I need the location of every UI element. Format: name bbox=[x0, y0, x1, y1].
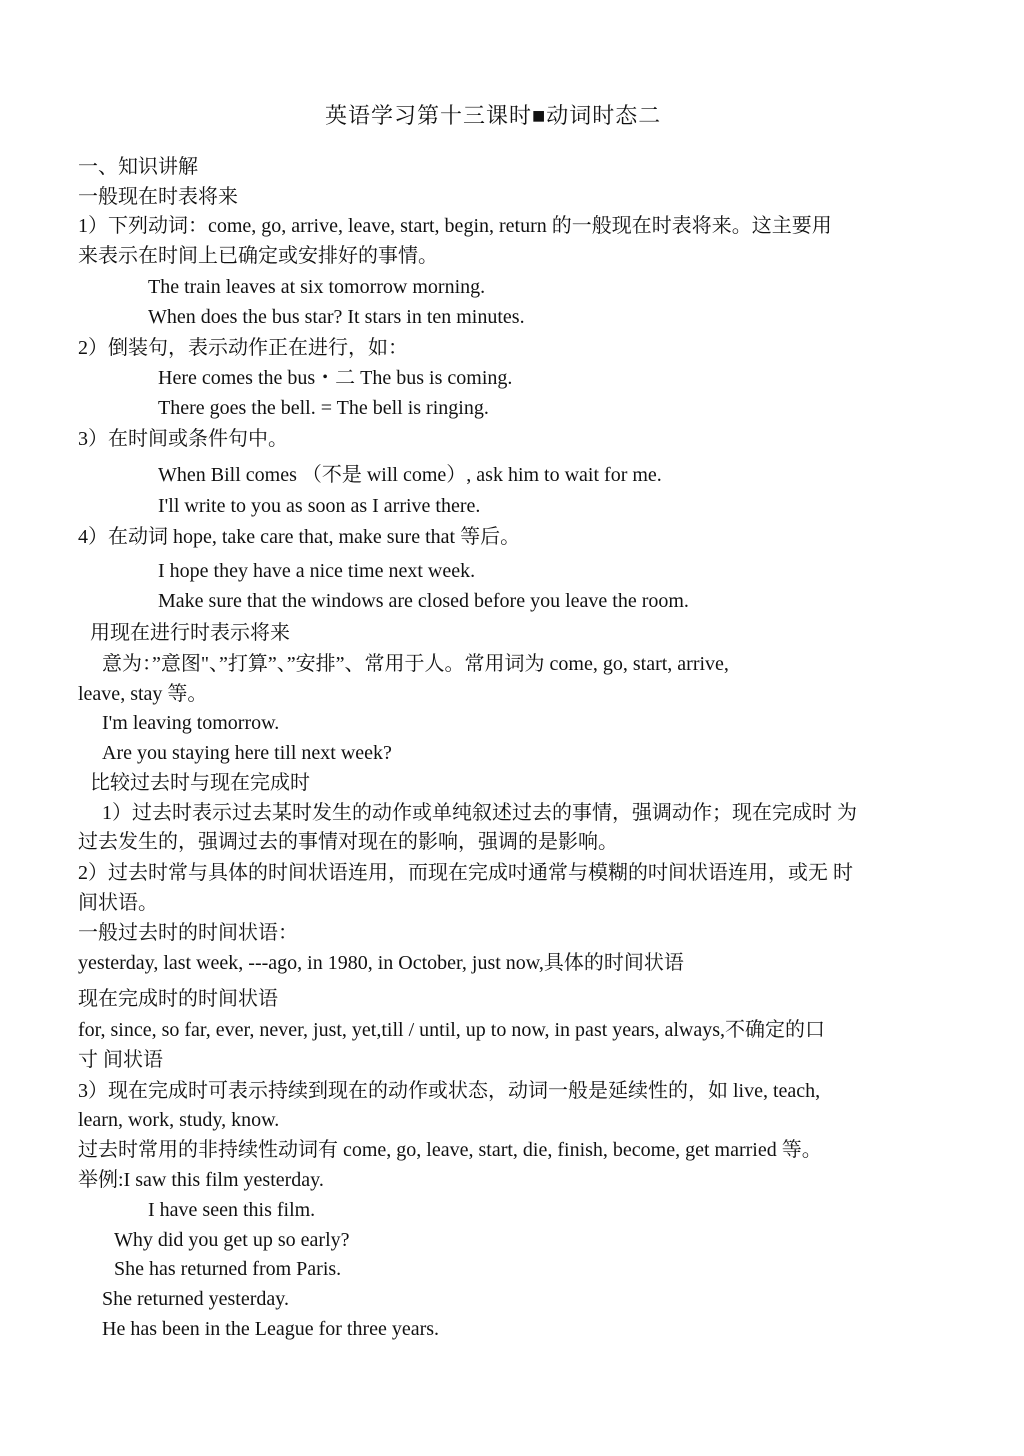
example-sentence: Are you staying here till next week? bbox=[102, 742, 392, 764]
example-sentence: Make sure that the windows are closed before you leave the room. bbox=[158, 590, 689, 612]
paragraph-line: 寸 间状语 bbox=[78, 1049, 163, 1071]
example-sentence: I have seen this film. bbox=[148, 1199, 316, 1221]
example-sentence: I'm leaving tomorrow. bbox=[102, 712, 280, 734]
example-sentence: When Bill comes （不是 will come）, ask him to wait for me. bbox=[158, 464, 662, 486]
paragraph-line: 1）过去时表示过去某时发生的动作或单纯叙述过去的事情，强调动作；现在完成时 为 bbox=[102, 802, 857, 824]
paragraph-line: 过去时常用的非持续性动词有 come, go, leave, start, die, finish, become, get married 等。 bbox=[78, 1139, 822, 1161]
paragraph-line: 2）过去时常与具体的时间状语连用，而现在完成吋通常与模糊的吋间状语连用，或无 时 bbox=[78, 862, 853, 884]
paragraph-line: yesterday, last week, ---ago, in 1980, in October, just now,具体的时间状语 bbox=[78, 952, 684, 974]
paragraph-line: learn, work, study, know. bbox=[78, 1109, 280, 1131]
example-sentence: There goes the bell. = The bell is ringing. bbox=[158, 397, 489, 419]
subsection-heading: 用现在进行时表示将来 bbox=[90, 622, 290, 644]
paragraph-line: leave, stay 等。 bbox=[78, 683, 208, 705]
example-sentence: I hope they have a nice time next week. bbox=[158, 560, 476, 582]
paragraph-line: 3）在时间或条件句中。 bbox=[78, 428, 288, 450]
example-sentence: 举例:I saw this film yesterday. bbox=[78, 1169, 324, 1191]
example-sentence: Why did you get up so early? bbox=[114, 1229, 350, 1251]
subsection-heading: 一般现在时表将来 bbox=[78, 186, 238, 208]
paragraph-line: 过去发生的，强调过去的事情对现在的影响，强调的是影响。 bbox=[78, 831, 618, 853]
example-sentence: He has been in the League for three years. bbox=[102, 1318, 440, 1340]
paragraph-line: 4）在动词 hope, take care that, make sure that 等后。 bbox=[78, 526, 521, 548]
paragraph-line: 1）下列动词：come, go, arrive, leave, start, begin, return 的一般现在时表将来。这主要用 bbox=[78, 215, 832, 237]
paragraph-line: 3）现在完成时可表示持续到现在的动作或状态，动词一般是延续性的，如 live, teach, bbox=[78, 1080, 821, 1102]
example-sentence: Here comes the bus・二 The bus is coming. bbox=[158, 367, 513, 389]
example-sentence: When does the bus star? It stars in ten minutes. bbox=[148, 306, 525, 328]
example-sentence: I'll write to you as soon as I arrive there. bbox=[158, 495, 481, 517]
paragraph-line: 来表示在时间上已确定或安排好的事情。 bbox=[78, 245, 438, 267]
paragraph-heading: 现在完成时的时间状语 bbox=[78, 988, 278, 1010]
subsection-heading: 比较过去时与现在完成时 bbox=[90, 772, 310, 794]
paragraph-line: 间状语。 bbox=[78, 892, 158, 914]
section-heading: 一、知识讲解 bbox=[78, 156, 198, 178]
paragraph-line: for, since, so far, ever, never, just, yet,till / until, up to now, in past years, always,不确定的口 bbox=[78, 1019, 826, 1041]
paragraph-line: 2）倒装句，表示动作正在进行，如： bbox=[78, 337, 408, 359]
example-sentence: She returned yesterday. bbox=[102, 1288, 289, 1310]
paragraph-heading: 一般过去时的时间状语： bbox=[78, 922, 298, 944]
example-sentence: The train leaves at six tomorrow morning. bbox=[148, 276, 486, 298]
doc-title: 英语学习第十三课时■动词时态二 bbox=[325, 103, 662, 128]
example-sentence: She has returned from Paris. bbox=[114, 1258, 342, 1280]
paragraph-line: 意为：”意图"、”打算”、”安排”、常用于人。常用词为 come, go, start, arrive, bbox=[102, 653, 729, 675]
